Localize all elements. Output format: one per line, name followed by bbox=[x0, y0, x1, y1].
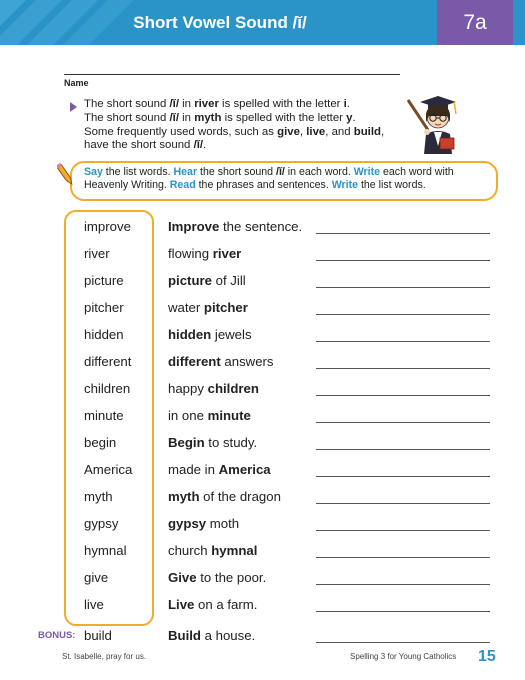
list-word: hidden bbox=[84, 327, 124, 342]
bonus-word: build bbox=[84, 628, 112, 643]
word-row bbox=[0, 217, 525, 237]
name-line[interactable] bbox=[64, 74, 400, 75]
list-word: America bbox=[84, 462, 133, 477]
phrase: flowing river bbox=[168, 246, 242, 261]
word-row bbox=[0, 514, 525, 534]
instr-write-2: Write bbox=[331, 179, 359, 191]
list-word: myth bbox=[84, 489, 113, 504]
name-label: Name bbox=[64, 78, 89, 88]
write-line[interactable] bbox=[316, 449, 490, 450]
list-word: begin bbox=[84, 435, 117, 450]
list-word: give bbox=[84, 570, 109, 585]
write-line[interactable] bbox=[316, 476, 490, 477]
instructions: Say the list words. Hear the short sound /ĭ/ in each word. Write each word with Heavenly Writing. Read the phrases and sentences. Write the list words. bbox=[84, 166, 454, 191]
header-bar bbox=[0, 0, 525, 45]
phrase: Improve the sentence. bbox=[168, 219, 303, 234]
list-word: live bbox=[84, 597, 104, 612]
list-word: improve bbox=[84, 219, 131, 234]
list-word: different bbox=[84, 354, 132, 369]
rule-line-3: Some frequently used words, such as give, live, and build, bbox=[84, 125, 385, 138]
list-word: gypsy bbox=[84, 516, 119, 531]
spelling-rule bbox=[84, 98, 414, 153]
write-line[interactable] bbox=[316, 368, 490, 369]
list-word: pitcher bbox=[84, 300, 124, 315]
list-word: river bbox=[84, 246, 110, 261]
list-word: hymnal bbox=[84, 543, 127, 558]
write-line[interactable] bbox=[316, 314, 490, 315]
list-word: picture bbox=[84, 273, 124, 288]
write-line[interactable] bbox=[316, 584, 490, 585]
write-line[interactable] bbox=[316, 260, 490, 261]
phrase: picture of Jill bbox=[168, 273, 246, 288]
word-row bbox=[0, 379, 525, 399]
write-line[interactable] bbox=[316, 422, 490, 423]
word-row bbox=[0, 487, 525, 507]
write-line[interactable] bbox=[316, 611, 490, 612]
pointer-stick bbox=[408, 100, 428, 130]
phrase: different answers bbox=[168, 354, 274, 369]
list-word: children bbox=[84, 381, 131, 396]
write-line[interactable] bbox=[316, 233, 490, 234]
page-title: Short Vowel Sound /ĭ/ bbox=[133, 13, 307, 32]
instr-hear: Hear bbox=[173, 166, 198, 178]
teacher-illustration bbox=[398, 90, 464, 156]
write-line[interactable] bbox=[316, 530, 490, 531]
word-row bbox=[0, 352, 525, 372]
word-row bbox=[0, 595, 525, 615]
footer-book-title: Spelling 3 for Young Catholics bbox=[350, 652, 457, 661]
word-row bbox=[0, 406, 525, 426]
word-row bbox=[0, 271, 525, 291]
phrase: Begin to study. bbox=[168, 435, 258, 450]
phrase: water pitcher bbox=[168, 300, 248, 315]
word-row bbox=[0, 460, 525, 480]
word-row bbox=[0, 568, 525, 588]
page-number: 15 bbox=[478, 648, 496, 665]
phrase: Live on a farm. bbox=[168, 597, 258, 612]
bonus-row bbox=[0, 626, 525, 646]
rule-line-2: The short sound /ĭ/ in myth is spelled with the letter y. bbox=[84, 111, 356, 124]
phrase: church hymnal bbox=[168, 543, 258, 558]
word-row bbox=[0, 325, 525, 345]
footer-prayer: St. Isabelle, pray for us. bbox=[62, 652, 147, 661]
rule-line-4: have the short sound /ĭ/. bbox=[84, 139, 207, 152]
write-line[interactable] bbox=[316, 341, 490, 342]
phrase: hidden jewels bbox=[168, 327, 252, 342]
phrase: myth of the dragon bbox=[168, 489, 281, 504]
word-row bbox=[0, 244, 525, 264]
phrase: Give to the poor. bbox=[168, 570, 267, 585]
instr-read: Read bbox=[169, 179, 196, 191]
instr-write: Write bbox=[353, 166, 381, 178]
write-line[interactable] bbox=[316, 395, 490, 396]
book bbox=[440, 138, 454, 149]
word-row bbox=[0, 541, 525, 561]
word-row bbox=[0, 433, 525, 453]
write-line[interactable] bbox=[316, 557, 490, 558]
phrase: gypsy moth bbox=[168, 516, 240, 531]
write-line[interactable] bbox=[316, 287, 490, 288]
bonus-phrase: Build a house. bbox=[168, 628, 256, 643]
write-line[interactable] bbox=[316, 642, 490, 643]
word-row bbox=[0, 298, 525, 318]
bonus-label: BONUS: bbox=[38, 630, 76, 641]
rule-arrow-icon bbox=[70, 102, 77, 112]
write-line[interactable] bbox=[316, 503, 490, 504]
pencil-icon bbox=[57, 160, 87, 190]
rule-line-1: The short sound /ĭ/ in river is spelled with the letter i. bbox=[84, 98, 350, 110]
instr-say: Say bbox=[84, 166, 103, 178]
list-word: minute bbox=[84, 408, 124, 423]
lesson-badge: 7a bbox=[437, 0, 513, 45]
phrase: in one minute bbox=[168, 408, 251, 423]
phrase: happy children bbox=[168, 381, 259, 396]
phrase: made in America bbox=[168, 462, 271, 477]
